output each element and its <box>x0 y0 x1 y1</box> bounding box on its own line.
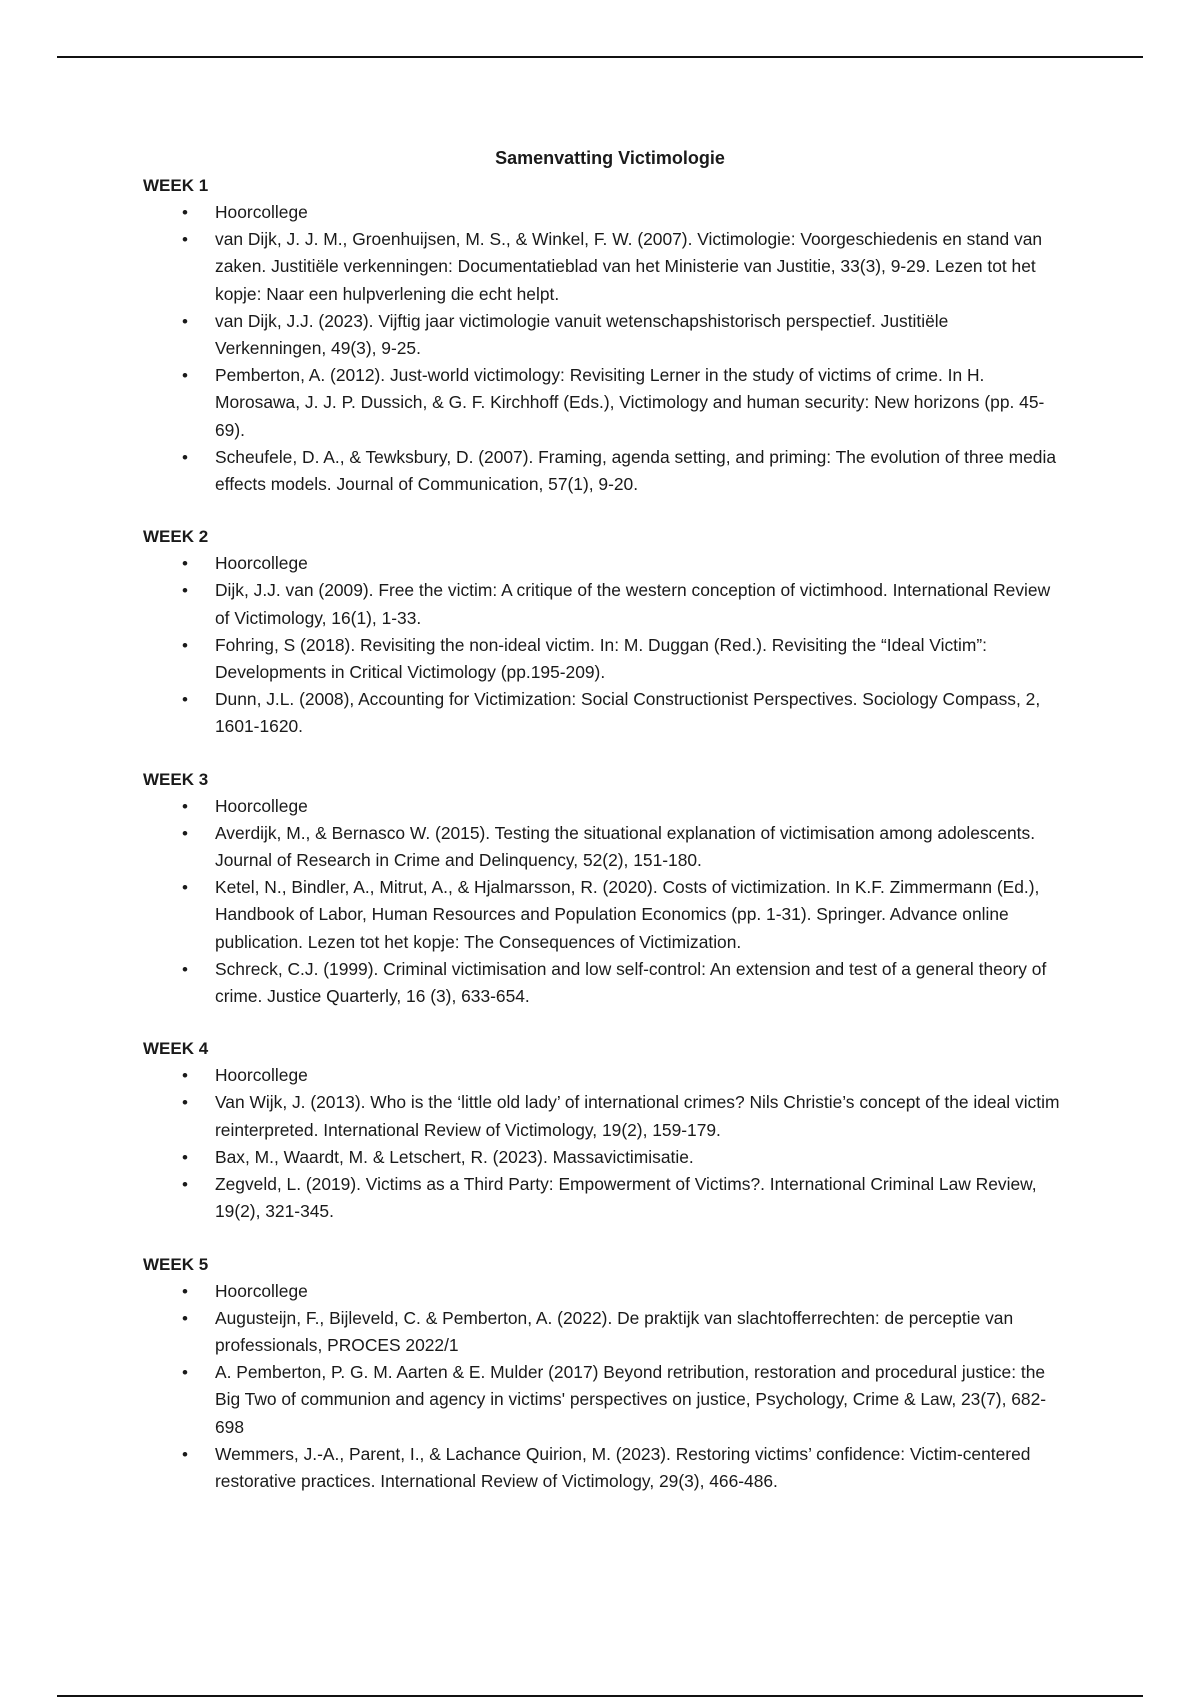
bullet-icon: • <box>182 796 188 816</box>
week-section <box>143 1035 1063 1225</box>
bullet-icon: • <box>182 203 188 222</box>
list-item <box>143 1144 1063 1171</box>
list-item <box>143 1441 1063 1495</box>
bullet-icon: • <box>182 823 188 843</box>
week-section <box>143 766 1063 1011</box>
reference-text: Hoorcollege <box>215 553 308 574</box>
document-title: Samenvatting Victimologie <box>495 148 725 168</box>
bullet-icon: • <box>182 554 188 574</box>
reference-text: Pemberton, A. (2012). Just-world victimology: Revisiting Lerner in the study of victims of crime. In H. Morosawa, J. J. P. Dussich, & G. F. Kirchhoff (Eds.), Victimology and human security: New horizons (pp. 45-69). <box>215 365 1045 440</box>
reference-text: Fohring, S (2018). Revisiting the non-ideal victim. In: M. Duggan (Red.). Revisiting the “Ideal Victim”: Developments in Critical Victimology (pp.195-209). <box>215 634 987 683</box>
list-item <box>143 793 1063 820</box>
week-section <box>143 523 1063 740</box>
bullet-icon: • <box>182 1308 188 1328</box>
reference-text: Hoorcollege <box>215 1065 308 1086</box>
bullet-icon: • <box>182 366 188 386</box>
reference-text: Dunn, J.L. (2008), Accounting for Victimization: Social Constructionist Perspectives. Sociology Compass, 2, 1601-1620. <box>215 689 1041 737</box>
list-item <box>143 1359 1063 1441</box>
reference-text: Ketel, N., Bindler, A., Mitrut, A., & Hjalmarsson, R. (2020). Costs of victimization. In K.F. Zimmermann (Ed.), Handbook of Labor, Human Resources and Population Economics (pp. 1-31). Springer. Advance online publication. Lezen tot het kopje: The Consequences of Victimization. <box>215 877 1040 952</box>
reference-text: Hoorcollege <box>215 1280 308 1301</box>
reading-list <box>143 1278 1063 1496</box>
list-item <box>143 632 1063 686</box>
list-item <box>143 1062 1063 1089</box>
week-heading: WEEK 3 <box>143 769 209 789</box>
reading-list <box>143 793 1063 1011</box>
week-heading: WEEK 2 <box>143 527 209 547</box>
reference-text: Bax, M., Waardt, M. & Letschert, R. (2023). Massavictimisatie. <box>215 1146 694 1167</box>
reference-text: Wemmers, J.-A., Parent, I., & Lachance Quirion, M. (2023). Restoring victims’ confidence: Victim-centered restorative practices. International Review of Victimology, 29(3), 466-486. <box>215 1443 1031 1491</box>
bullet-icon: • <box>182 878 188 898</box>
reading-list <box>143 199 1063 498</box>
list-item <box>143 686 1063 740</box>
week-section <box>143 172 1063 498</box>
footer-rule <box>57 1695 1143 1697</box>
bullet-icon: • <box>182 1066 188 1086</box>
bullet-icon: • <box>182 230 188 250</box>
bullet-icon: • <box>182 311 188 331</box>
bullet-icon: • <box>182 1363 188 1383</box>
reference-text: Hoorcollege <box>215 795 308 816</box>
list-item <box>143 1171 1063 1225</box>
bullet-icon: • <box>182 581 188 601</box>
list-item <box>143 956 1063 1010</box>
list-item <box>143 226 1063 308</box>
reference-text: van Dijk, J.J. (2023). Vijftig jaar victimologie vanuit wetenschapshistorisch perspectief. Justitiële Verkenningen, 49(3), 9-25. <box>215 310 949 359</box>
reference-text: Hoorcollege <box>215 202 308 222</box>
document-body <box>143 144 1063 1520</box>
bullet-icon: • <box>182 1147 188 1167</box>
reading-list <box>143 1062 1063 1225</box>
reference-text: Schreck, C.J. (1999). Criminal victimisation and low self-control: An extension and test of a general theory of crime. Justice Quarterly, 16 (3), 633-654. <box>215 958 1047 1007</box>
list-item <box>143 1278 1063 1305</box>
bullet-icon: • <box>182 635 188 655</box>
reference-text: Augusteijn, F., Bijleveld, C. & Pemberton, A. (2022). De praktijk van slachtofferrechten: de perceptie van professionals, PROCES 2022/1 <box>215 1307 1014 1355</box>
reference-text: A. Pemberton, P. G. M. Aarten & E. Mulder (2017) Beyond retribution, restoration and procedural justice: the Big Two of communion and agency in victims' perspectives on justice, Psychology, Crime & Law, 23(7), 682-698 <box>215 1362 1047 1437</box>
list-item <box>143 444 1063 498</box>
list-item <box>143 362 1063 444</box>
week-heading: WEEK 1 <box>143 176 209 195</box>
reference-text: Scheufele, D. A., & Tewksbury, D. (2007). Framing, agenda setting, and priming: The evolution of three media effects models. Journal of Communication, 57(1), 9-20. <box>215 446 1056 495</box>
reading-list <box>143 550 1063 740</box>
bullet-icon: • <box>182 1093 188 1113</box>
reference-text: Dijk, J.J. van (2009). Free the victim: A critique of the western conception of victimhood. International Review of Victimology, 16(1), 1-33. <box>215 580 1051 628</box>
bullet-icon: • <box>182 1175 188 1195</box>
week-sections <box>143 172 1063 1495</box>
reference-text: Averdijk, M., & Bernasco W. (2015). Testing the situational explanation of victimisation among adolescents. Journal of Research in Crime and Delinquency, 52(2), 151-180. <box>215 822 1036 871</box>
list-item <box>143 199 1063 226</box>
reference-text: van Dijk, J. J. M., Groenhuijsen, M. S., & Winkel, F. W. (2007). Victimologie: Voorgeschiedenis en stand van zaken. Justitiële verkenningen: Documentatieblad van het Ministerie van Justitie, 33(3), 9-29. Lezen tot het kopje: Naar een hulpverlening die echt helpt. <box>215 229 1043 304</box>
bullet-icon: • <box>182 1281 188 1301</box>
week-heading: WEEK 5 <box>143 1254 209 1274</box>
bullet-icon: • <box>182 959 188 979</box>
list-item <box>143 577 1063 631</box>
list-item <box>143 1089 1063 1143</box>
reference-text: Van Wijk, J. (2013). Who is the ‘little old lady’ of international crimes? Nils Christie’s concept of the ideal victim reinterpreted. International Review of Victimology, 19(2), 159-179. <box>215 1092 1060 1140</box>
bullet-icon: • <box>182 447 188 467</box>
list-item <box>143 550 1063 577</box>
list-item <box>143 874 1063 956</box>
bullet-icon: • <box>182 1444 188 1464</box>
list-item <box>143 1305 1063 1359</box>
bullet-icon: • <box>182 690 188 710</box>
header-rule <box>57 56 1143 58</box>
week-heading: WEEK 4 <box>143 1039 209 1059</box>
list-item <box>143 820 1063 874</box>
reference-text: Zegveld, L. (2019). Victims as a Third Party: Empowerment of Victims?. International Criminal Law Review, 19(2), 321-345. <box>215 1174 1037 1222</box>
list-item <box>143 308 1063 362</box>
week-section <box>143 1251 1063 1496</box>
